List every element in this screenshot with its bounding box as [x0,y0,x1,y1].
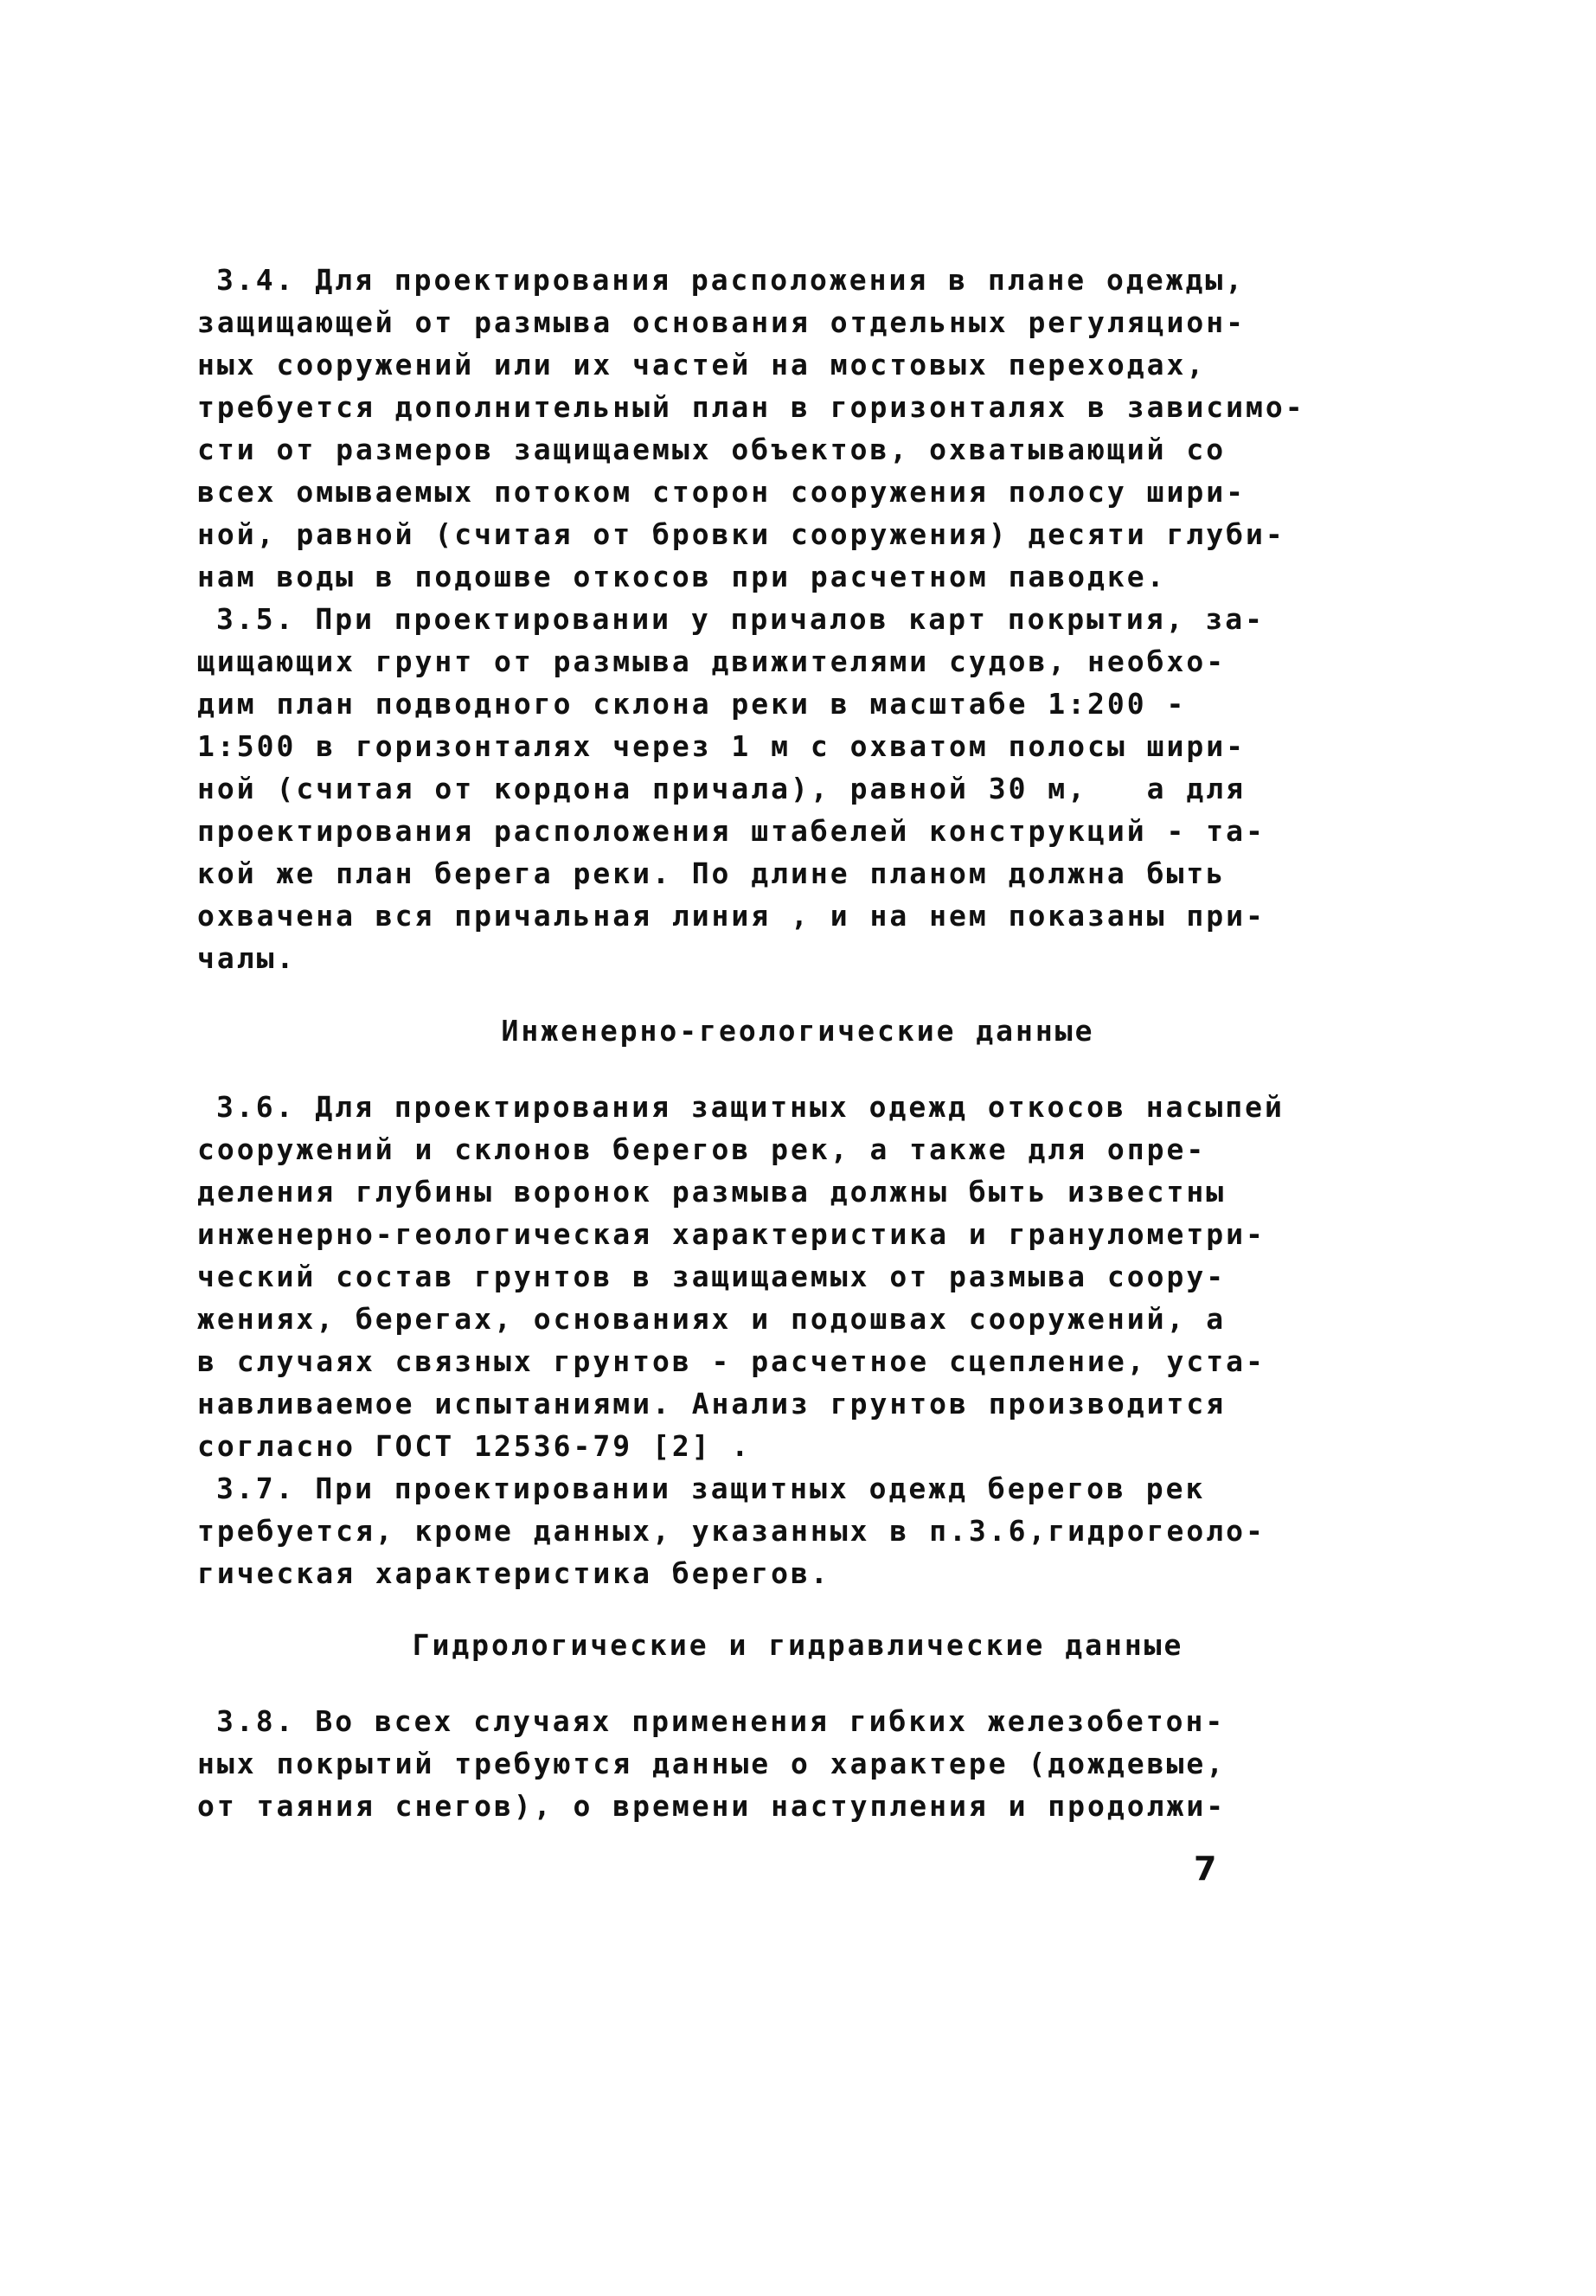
paragraph-3-6-line: согласно ГОСТ 12536-79 [2] . [197,1429,752,1463]
section-heading-hydrology: Гидрологические и гидравлические данные [412,1628,1184,1662]
paragraph-3-5-line: ной (считая от кордона причала), равной 30 м, а для [197,772,1246,805]
paragraph-3-6-line: деления глубины воронок размыва должны быть известны [197,1175,1227,1209]
paragraph-3-7-line: требуется, кроме данных, указанных в п.3.6,гидрогеоло- [197,1514,1266,1548]
paragraph-3-4-line: ной, равной (считая от бровки сооружения) десяти глуби- [197,517,1285,551]
page-number: 7 [1194,1850,1217,1888]
paragraph-3-7-line: гическая характеристика берегов. [197,1556,830,1590]
paragraph-3-5-line: проектирования расположения штабелей конструкций - та- [197,814,1266,848]
paragraph-3-4-line: всех омываемых потоком сторон сооружения полосу шири- [197,475,1246,509]
paragraph-3-5-line: дим план подводного склона реки в масштабе 1:200 - [197,687,1187,721]
paragraph-3-4-line: защищающей от размыва основания отдельных регуляцион- [197,305,1246,339]
paragraph-3-5-line: чалы. [197,941,297,975]
paragraph-3-8-line: от таяния снегов), о времени наступления и продолжи- [197,1789,1227,1823]
paragraph-3-5-line: 3.5. При проектировании у причалов карт покрытия, за- [216,602,1265,636]
paragraph-3-6-line: 3.6. Для проектирования защитных одежд откосов насыпей [216,1090,1285,1124]
paragraph-3-5-line: кой же план берега реки. По длине планом должна быть [197,856,1227,890]
paragraph-3-7-line: 3.7. При проектировании защитных одежд берегов рек [216,1472,1206,1505]
paragraph-3-6-line: ческий состав грунтов в защищаемых от размыва соору- [197,1260,1227,1293]
paragraph-3-4-line: ных сооружений или их частей на мостовых переходах, [197,348,1207,382]
paragraph-3-6-line: сооружений и склонов берегов рек, а также для опре- [197,1132,1207,1166]
paragraph-3-6-line: инженерно-геологическая характеристика и гранулометри- [197,1217,1266,1251]
paragraph-3-6-line: в случаях связных грунтов - расчетное сцепление, уста- [197,1344,1266,1378]
paragraph-3-6-line: навливаемое испытаниями. Анализ грунтов производится [197,1387,1227,1421]
paragraph-3-8-line: 3.8. Во всех случаях применения гибких железобетон- [216,1704,1226,1738]
section-heading-geology: Инженерно-геологические данные [501,1014,1095,1048]
paragraph-3-5-line: охвачена вся причальная линия , и на нем показаны при- [197,899,1266,933]
paragraph-3-5-line: щищающих грунт от размыва движителями судов, необхо- [197,645,1227,678]
paragraph-3-4-line: требуется дополнительный план в горизонталях в зависимо- [197,390,1305,424]
paragraph-3-4-line: сти от размеров защищаемых объектов, охватывающий со [197,433,1227,466]
paragraph-3-4-line: 3.4. Для проектирования расположения в плане одежды, [216,263,1246,297]
paragraph-3-5-line: 1:500 в горизонталях через 1 м с охватом полосы шири- [197,729,1246,763]
paragraph-3-4-line: нам воды в подошве откосов при расчетном паводке. [197,560,1167,593]
paragraph-3-6-line: жениях, берегах, основаниях и подошвах сооружений, а [197,1302,1227,1336]
paragraph-3-8-line: ных покрытий требуются данные о характере (дождевые, [197,1747,1227,1780]
